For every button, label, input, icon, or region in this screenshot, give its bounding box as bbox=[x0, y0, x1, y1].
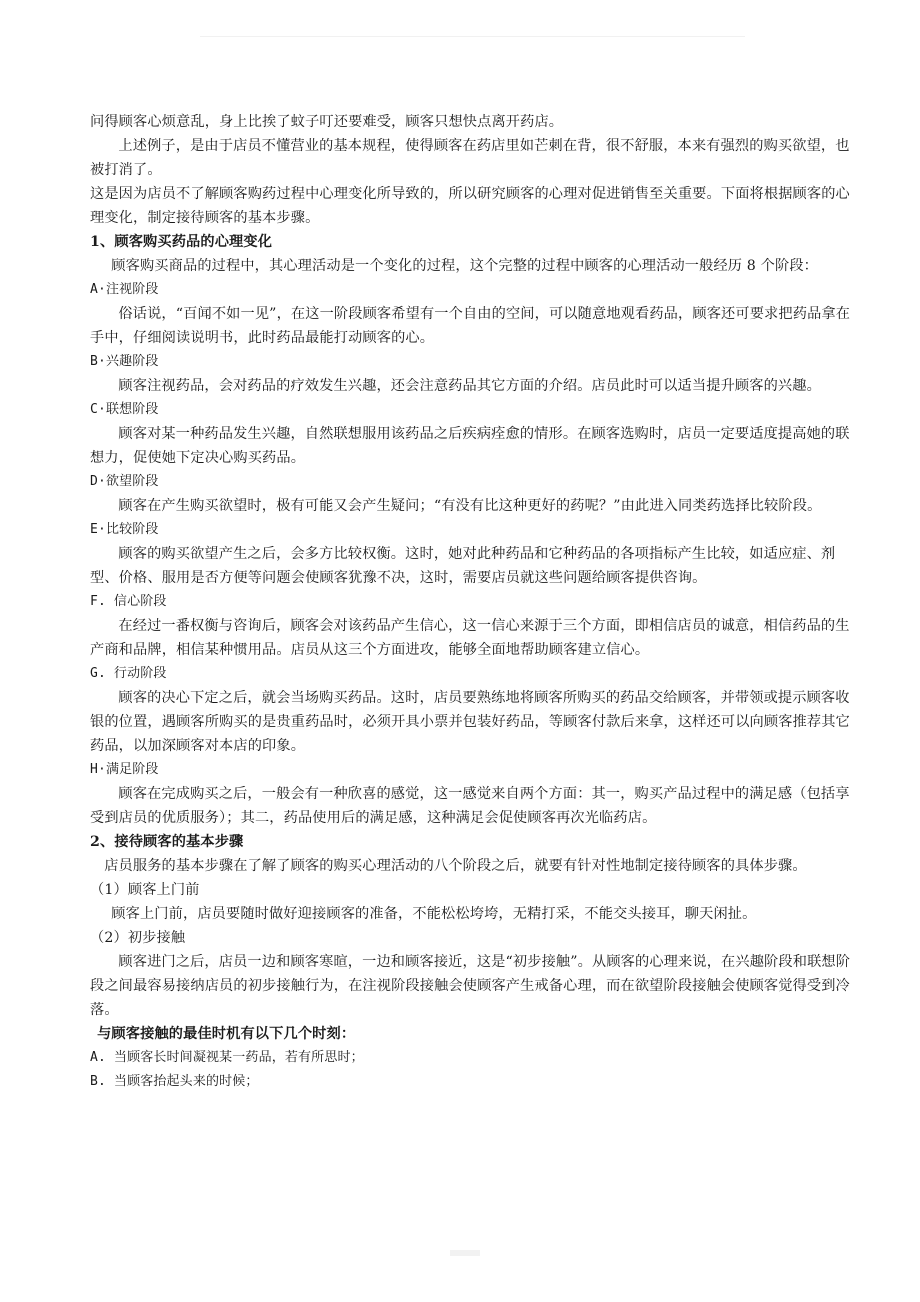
step-label: （1）顾客上门前 bbox=[90, 882, 200, 898]
paragraph: 上述例子，是由于店员不懂营业的基本规程，使得顾客在药店里如芒刺在背，很不舒服，本来有强烈的购买欲望，也被打消了。 bbox=[90, 138, 850, 178]
footer-mark bbox=[450, 1250, 480, 1256]
step-label: （2）初步接触 bbox=[90, 930, 186, 946]
stage-label: F. 信心阶段 bbox=[90, 594, 167, 609]
paragraph: 顾客进门之后，店员一边和顾客寒暄，一边和顾客接近，这是“初步接触”。从顾客的心理来说，在兴趣阶段和联想阶段之间最容易接纳店员的初步接触行为，在注视阶段接触会使顾客产生戒备心理，而在欲望阶段接触会使顾客觉得受到冷落。 bbox=[90, 954, 851, 1018]
document-body bbox=[90, 110, 858, 1094]
paragraph: 问得顾客心烦意乱，身上比挨了蚊子叮还要难受，顾客只想快点离开药店。 bbox=[90, 114, 564, 130]
paragraph: 顾客在产生购买欲望时，极有可能又会产生疑问；“有没有比这种更好的药呢？”由此进入同类药选择比较阶段。 bbox=[118, 498, 822, 514]
stage-label: H·满足阶段 bbox=[90, 762, 159, 777]
paragraph: 顾客在完成购买之后，一般会有一种欣喜的感觉，这一感觉来自两个方面：其一，购买产品过程中的满足感（包括享受到店员的优质服务）；其二，药品使用后的满足感，这种满足会促使顾客再次光临药店。 bbox=[90, 786, 850, 826]
stage-label: A·注视阶段 bbox=[90, 282, 159, 297]
paragraph: 俗话说，“百闻不如一见”，在这一阶段顾客希望有一个自由的空间，可以随意地观看药品，顾客还可要求把药品拿在手中，仔细阅读说明书，此时药品最能打动顾客的心。 bbox=[90, 306, 851, 346]
paragraph: 顾客的购买欲望产生之后，会多方比较权衡。这时，她对此种药品和它种药品的各项指标产生比较，如适应症、剂型、价格、服用是否方便等问题会使顾客犹豫不决，这时，需要店员就这些问题给顾客提供咨询。 bbox=[90, 546, 836, 586]
stage-label: E·比较阶段 bbox=[90, 522, 159, 537]
list-item: B. 当顾客抬起头来的时候； bbox=[90, 1074, 259, 1089]
section-heading: 2、接待顾客的基本步骤 bbox=[90, 834, 244, 850]
subheading: 与顾客接触的最佳时机有以下几个时刻： bbox=[97, 1026, 356, 1042]
paragraph: 这是因为店员不了解顾客购药过程中心理变化所导致的，所以研究顾客的心理对促进销售至关重要。下面将根据顾客的心理变化，制定接待顾客的基本步骤。 bbox=[90, 186, 850, 226]
paragraph: 店员服务的基本步骤在了解了顾客的购买心理活动的八个阶段之后，就要有针对性地制定接待顾客的具体步骤。 bbox=[104, 858, 807, 874]
stage-label: C·联想阶段 bbox=[90, 402, 159, 417]
header-rule bbox=[200, 36, 745, 37]
paragraph: 在经过一番权衡与咨询后，顾客会对该药品产生信心，这一信心来源于三个方面，即相信店员的诚意，相信药品的生产商和品牌，相信某种惯用品。店员从这三个方面进攻，能够全面地帮助顾客建立信心。 bbox=[90, 618, 850, 658]
section-heading: 1、顾客购买药品的心理变化 bbox=[90, 234, 273, 250]
paragraph: 顾客对某一种药品发生兴趣，自然联想服用该药品之后疾病痊愈的情形。在顾客选购时，店员一定要适度提高她的联想力，促使她下定决心购买药品。 bbox=[90, 426, 850, 466]
stage-label: D·欲望阶段 bbox=[90, 474, 159, 489]
list-item: A. 当顾客长时间凝视某一药品，若有所思时； bbox=[90, 1050, 364, 1065]
stage-label: G. 行动阶段 bbox=[90, 666, 167, 681]
stage-label: B·兴趣阶段 bbox=[90, 354, 159, 369]
paragraph: 顾客的决心下定之后，就会当场购买药品。这时，店员要熟练地将顾客所购买的药品交给顾客，并带领或提示顾客收银的位置，遇顾客所购买的是贵重药品时，必须开具小票并包装好药品，等顾客付款后来拿，这样还可以向顾客推荐其它药品，以加深顾客对本店的印象。 bbox=[90, 690, 850, 754]
paragraph: 顾客注视药品，会对药品的疗效发生兴趣，还会注意药品其它方面的介绍。店员此时可以适当提升顾客的兴趣。 bbox=[118, 378, 821, 394]
paragraph: 顾客上门前，店员要随时做好迎接顾客的准备，不能松松垮垮，无精打采，不能交头接耳，聊天闲扯。 bbox=[111, 906, 757, 922]
paragraph: 顾客购买商品的过程中，其心理活动是一个变化的过程，这个完整的过程中顾客的心理活动一般经历 8 个阶段： bbox=[111, 258, 818, 274]
